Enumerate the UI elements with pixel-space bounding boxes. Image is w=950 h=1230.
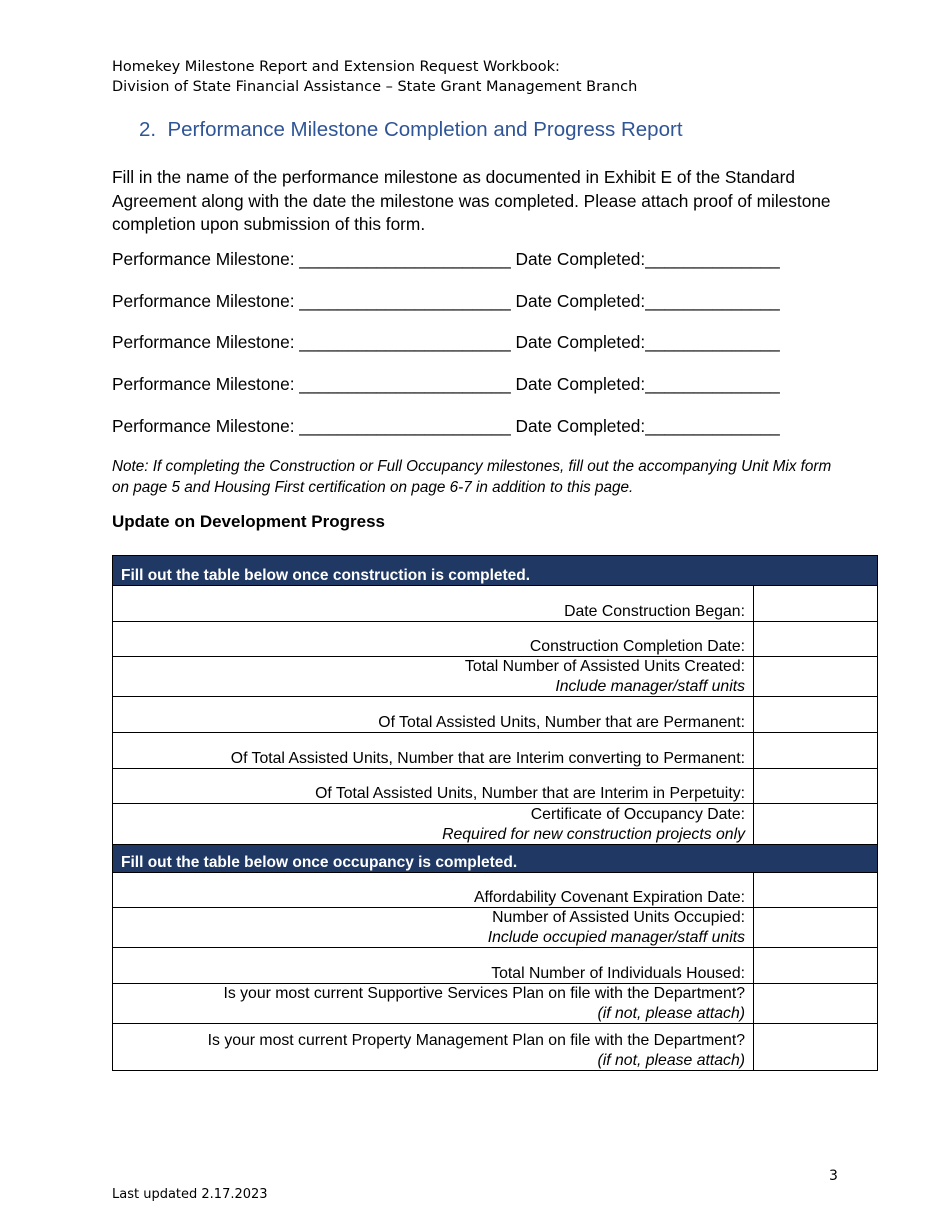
development-progress-heading: Update on Development Progress [112,512,386,531]
footer-last-updated: Last updated 2.17.2023 [112,1187,268,1202]
table-row [113,733,878,769]
table-row [113,657,878,697]
row-label [113,769,754,804]
row-sublabel-text: Required for new construction projects only [442,825,745,843]
row-input-cell[interactable] [754,873,878,908]
row-input-cell[interactable] [754,622,878,657]
table-row [113,586,878,622]
row-label [113,586,754,622]
row-label [113,908,754,948]
row-label-text: Is your most current Supportive Services Plan on file with the Department? [223,985,745,1002]
milestone-row[interactable]: Performance Milestone: ______________________ Date Completed:______________ [112,415,780,436]
table-row [113,697,878,733]
row-input-cell[interactable] [754,657,878,697]
occupancy-banner-row [113,845,878,873]
row-label-text: Number of Assisted Units Occupied: [492,909,745,926]
row-label [113,804,754,845]
row-label [113,1024,754,1071]
row-input-cell[interactable] [754,948,878,984]
row-input-cell[interactable] [754,697,878,733]
milestone-row[interactable]: Performance Milestone: ______________________ Date Completed:______________ [112,332,780,353]
row-label [113,657,754,697]
row-input-cell[interactable] [754,733,878,769]
row-label [113,622,754,657]
row-label-text: Construction Completion Date: [529,637,745,655]
table-row [113,873,878,908]
row-input-cell[interactable] [754,984,878,1024]
row-label [113,873,754,908]
milestone-list [112,248,852,456]
table-row [113,984,878,1024]
row-label-text: Of Total Assisted Units, Number that are Interim converting to Permanent: [230,749,745,767]
row-label-text: Date Construction Began: [564,602,745,620]
row-input-cell[interactable] [754,1024,878,1071]
row-sublabel-text: Include manager/staff units [555,677,745,695]
development-progress-table [112,555,878,1071]
table-row [113,622,878,657]
section-title: 2. Performance Milestone Completion and Progress Report [139,118,683,141]
header-line-1: Homekey Milestone Report and Extension Request Workbook: [112,59,560,75]
milestone-row[interactable]: Performance Milestone: ______________________ Date Completed:______________ [112,290,780,311]
milestone-row[interactable]: Performance Milestone: ______________________ Date Completed:______________ [112,374,780,395]
row-label-text: Total Number of Individuals Housed: [491,964,745,982]
row-label-text: Total Number of Assisted Units Created: [464,658,745,675]
row-input-cell[interactable] [754,586,878,622]
table-row [113,1024,878,1071]
row-sublabel-text: (if not, please attach) [597,1004,745,1022]
table-row [113,769,878,804]
row-input-cell[interactable] [754,908,878,948]
row-input-cell[interactable] [754,769,878,804]
row-sublabel-text: (if not, please attach) [597,1051,745,1069]
milestone-row[interactable]: Performance Milestone: ______________________ Date Completed:______________ [112,249,780,269]
table-row [113,948,878,984]
table-row [113,908,878,948]
row-label-text: Certificate of Occupancy Date: [530,806,745,823]
intro-paragraph: Fill in the name of the performance milestone as documented in Exhibit E of the Standard Agreement along with the date the milestone was completed. Please attach proof of milestone completion upon submission of this form. [112,167,831,234]
page-number: 3 [829,1168,838,1184]
construction-banner: Fill out the table below once construction is completed. [113,556,878,586]
note-text: Note: If completing the Construction or Full Occupancy milestones, fill out the accompanying Unit Mix form on page 5 and Housing First certification on page 6-7 in addition to this page. [112,458,832,496]
table-row [113,804,878,845]
construction-banner-row [113,556,878,586]
row-label [113,984,754,1024]
row-label-text: Of Total Assisted Units, Number that are Interim in Perpetuity: [315,784,745,802]
row-label-text: Affordability Covenant Expiration Date: [473,888,745,906]
row-label [113,733,754,769]
row-sublabel-text: Include occupied manager/staff units [487,928,745,946]
row-label-text: Is your most current Property Management Plan on file with the Department? [207,1032,745,1049]
row-label [113,948,754,984]
document-header [112,57,637,97]
row-input-cell[interactable] [754,804,878,845]
row-label-text: Of Total Assisted Units, Number that are Permanent: [378,713,745,731]
row-label [113,697,754,733]
occupancy-banner: Fill out the table below once occupancy is completed. [113,845,878,873]
header-line-2: Division of State Financial Assistance – State Grant Management Branch [112,79,638,95]
